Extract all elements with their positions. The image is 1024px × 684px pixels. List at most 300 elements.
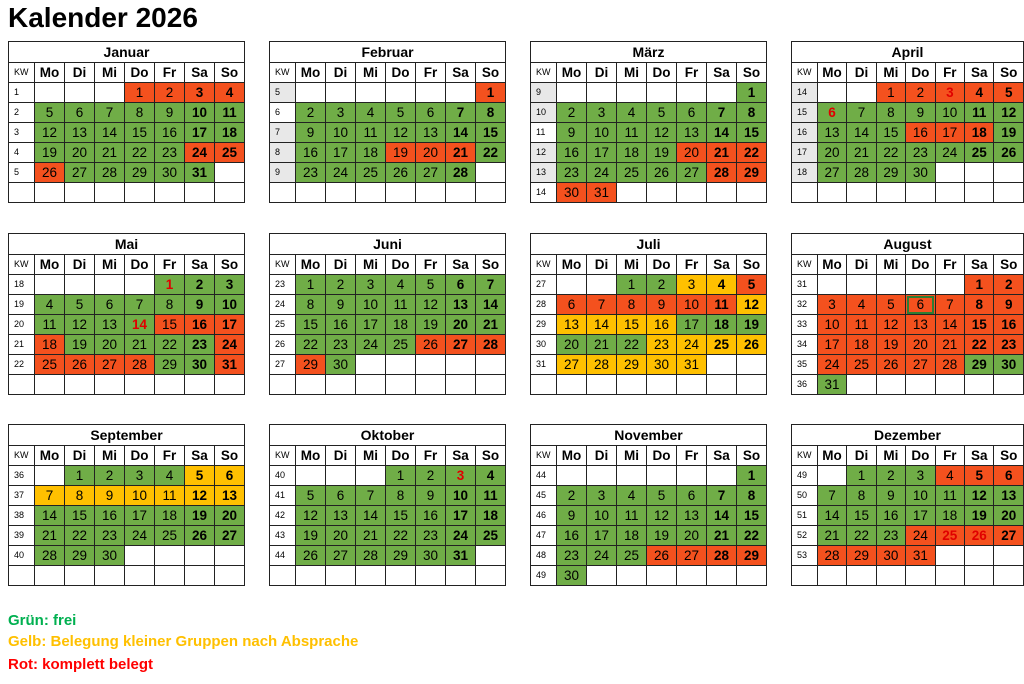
day-cell[interactable]: 2 (557, 103, 587, 123)
day-cell[interactable]: 29 (65, 546, 95, 566)
day-cell[interactable]: 11 (386, 295, 416, 315)
day-cell[interactable]: 28 (847, 163, 876, 183)
day-cell[interactable]: 24 (185, 143, 215, 163)
day-cell[interactable]: 19 (65, 335, 95, 355)
day-cell[interactable]: 14 (125, 315, 155, 335)
day-cell[interactable]: 20 (215, 506, 245, 526)
day-cell[interactable]: 10 (215, 295, 245, 315)
day-cell[interactable]: 25 (35, 355, 65, 375)
day-cell[interactable]: 24 (125, 526, 155, 546)
day-cell[interactable]: 16 (296, 143, 326, 163)
day-cell[interactable]: 15 (965, 315, 994, 335)
day-cell[interactable]: 23 (647, 335, 677, 355)
day-cell[interactable]: 15 (155, 315, 185, 335)
day-cell[interactable]: 7 (125, 295, 155, 315)
day-cell[interactable]: 28 (446, 163, 476, 183)
day-cell[interactable]: 20 (416, 143, 446, 163)
day-cell[interactable]: 20 (677, 526, 707, 546)
day-cell[interactable]: 22 (386, 526, 416, 546)
day-cell[interactable]: 18 (935, 506, 964, 526)
day-cell[interactable]: 28 (125, 355, 155, 375)
day-cell[interactable]: 24 (587, 163, 617, 183)
day-cell[interactable]: 12 (965, 486, 994, 506)
day-cell[interactable]: 9 (95, 486, 125, 506)
day-cell[interactable]: 12 (416, 295, 446, 315)
day-cell[interactable]: 3 (125, 466, 155, 486)
day-cell[interactable]: 5 (416, 275, 446, 295)
day-cell[interactable]: 17 (215, 315, 245, 335)
day-cell[interactable]: 1 (617, 275, 647, 295)
day-cell[interactable]: 21 (356, 526, 386, 546)
day-cell[interactable]: 2 (906, 83, 936, 103)
day-cell[interactable]: 19 (386, 143, 416, 163)
day-cell[interactable]: 27 (416, 163, 446, 183)
day-cell[interactable]: 21 (35, 526, 65, 546)
day-cell[interactable]: 9 (876, 486, 905, 506)
day-cell[interactable]: 23 (416, 526, 446, 546)
day-cell[interactable]: 31 (906, 546, 936, 566)
day-cell[interactable]: 7 (935, 295, 964, 315)
day-cell[interactable]: 30 (647, 355, 677, 375)
day-cell[interactable]: 19 (647, 526, 677, 546)
day-cell[interactable]: 24 (215, 335, 245, 355)
day-cell[interactable]: 28 (356, 546, 386, 566)
day-cell[interactable]: 26 (296, 546, 326, 566)
day-cell[interactable]: 19 (876, 335, 905, 355)
day-cell[interactable]: 29 (296, 355, 326, 375)
day-cell[interactable]: 1 (65, 466, 95, 486)
day-cell[interactable]: 14 (95, 123, 125, 143)
day-cell[interactable]: 3 (677, 275, 707, 295)
day-cell[interactable]: 28 (35, 546, 65, 566)
day-cell[interactable]: 17 (125, 506, 155, 526)
day-cell[interactable]: 20 (817, 143, 847, 163)
day-cell[interactable]: 23 (876, 526, 905, 546)
day-cell[interactable]: 26 (65, 355, 95, 375)
day-cell[interactable]: 26 (386, 163, 416, 183)
day-cell[interactable]: 6 (416, 103, 446, 123)
day-cell[interactable]: 17 (935, 123, 964, 143)
day-cell[interactable]: 31 (677, 355, 707, 375)
day-cell[interactable]: 27 (326, 546, 356, 566)
day-cell[interactable]: 6 (215, 466, 245, 486)
day-cell[interactable]: 20 (677, 143, 707, 163)
day-cell[interactable]: 27 (446, 335, 476, 355)
day-cell[interactable]: 28 (935, 355, 964, 375)
day-cell[interactable]: 5 (994, 83, 1024, 103)
day-cell[interactable]: 1 (155, 275, 185, 295)
day-cell[interactable]: 3 (326, 103, 356, 123)
day-cell[interactable]: 13 (677, 506, 707, 526)
day-cell[interactable]: 2 (155, 83, 185, 103)
day-cell[interactable]: 19 (994, 123, 1024, 143)
day-cell[interactable]: 29 (737, 163, 767, 183)
day-cell[interactable]: 24 (906, 526, 936, 546)
day-cell[interactable]: 1 (737, 466, 767, 486)
day-cell[interactable]: 28 (817, 546, 847, 566)
day-cell[interactable]: 1 (125, 83, 155, 103)
day-cell[interactable]: 15 (125, 123, 155, 143)
day-cell[interactable]: 16 (647, 315, 677, 335)
day-cell[interactable]: 30 (876, 546, 905, 566)
day-cell[interactable]: 4 (965, 83, 994, 103)
day-cell[interactable]: 11 (617, 123, 647, 143)
day-cell[interactable]: 26 (965, 526, 994, 546)
day-cell[interactable]: 1 (965, 275, 994, 295)
day-cell[interactable]: 21 (817, 526, 847, 546)
day-cell[interactable]: 19 (416, 315, 446, 335)
day-cell[interactable]: 18 (617, 526, 647, 546)
day-cell[interactable]: 13 (817, 123, 847, 143)
day-cell[interactable]: 2 (557, 486, 587, 506)
day-cell[interactable]: 3 (935, 83, 964, 103)
day-cell[interactable]: 27 (677, 546, 707, 566)
day-cell[interactable]: 30 (557, 566, 587, 586)
day-cell[interactable]: 29 (155, 355, 185, 375)
day-cell[interactable]: 17 (587, 143, 617, 163)
day-cell[interactable]: 18 (35, 335, 65, 355)
day-cell[interactable]: 1 (476, 83, 506, 103)
day-cell[interactable]: 4 (935, 466, 964, 486)
day-cell[interactable]: 28 (707, 546, 737, 566)
day-cell[interactable]: 10 (935, 103, 964, 123)
day-cell[interactable]: 14 (847, 123, 876, 143)
day-cell[interactable]: 31 (446, 546, 476, 566)
day-cell[interactable]: 26 (647, 163, 677, 183)
day-cell[interactable]: 10 (356, 295, 386, 315)
day-cell[interactable]: 7 (587, 295, 617, 315)
day-cell[interactable]: 17 (446, 506, 476, 526)
day-cell[interactable]: 25 (935, 526, 964, 546)
day-cell[interactable]: 15 (737, 506, 767, 526)
day-cell[interactable]: 22 (965, 335, 994, 355)
day-cell[interactable]: 20 (65, 143, 95, 163)
day-cell[interactable]: 27 (65, 163, 95, 183)
day-cell[interactable]: 31 (817, 375, 847, 395)
day-cell[interactable]: 15 (617, 315, 647, 335)
day-cell[interactable]: 5 (35, 103, 65, 123)
day-cell[interactable]: 28 (707, 163, 737, 183)
day-cell[interactable]: 4 (617, 486, 647, 506)
day-cell[interactable]: 13 (65, 123, 95, 143)
day-cell[interactable]: 30 (155, 163, 185, 183)
day-cell[interactable]: 21 (125, 335, 155, 355)
day-cell[interactable]: 20 (906, 335, 936, 355)
day-cell[interactable]: 10 (677, 295, 707, 315)
day-cell[interactable]: 6 (557, 295, 587, 315)
day-cell[interactable]: 6 (994, 466, 1024, 486)
day-cell[interactable]: 12 (647, 123, 677, 143)
day-cell[interactable]: 16 (326, 315, 356, 335)
day-cell[interactable]: 25 (617, 546, 647, 566)
day-cell[interactable]: 22 (617, 335, 647, 355)
day-cell[interactable]: 13 (215, 486, 245, 506)
day-cell[interactable]: 27 (95, 355, 125, 375)
day-cell[interactable]: 19 (737, 315, 767, 335)
day-cell[interactable]: 14 (476, 295, 506, 315)
day-cell[interactable]: 9 (155, 103, 185, 123)
day-cell[interactable]: 10 (326, 123, 356, 143)
day-cell[interactable]: 26 (35, 163, 65, 183)
day-cell[interactable]: 26 (185, 526, 215, 546)
day-cell[interactable]: 15 (876, 123, 905, 143)
day-cell[interactable]: 14 (935, 315, 964, 335)
day-cell[interactable]: 19 (35, 143, 65, 163)
day-cell[interactable]: 30 (557, 183, 587, 203)
day-cell[interactable]: 21 (847, 143, 876, 163)
day-cell[interactable]: 13 (994, 486, 1024, 506)
day-cell[interactable]: 17 (185, 123, 215, 143)
day-cell[interactable]: 22 (125, 143, 155, 163)
day-cell[interactable]: 2 (994, 275, 1024, 295)
day-cell[interactable]: 4 (155, 466, 185, 486)
day-cell[interactable]: 8 (296, 295, 326, 315)
day-cell[interactable]: 13 (95, 315, 125, 335)
day-cell[interactable]: 5 (647, 486, 677, 506)
day-cell[interactable]: 1 (876, 83, 905, 103)
day-cell[interactable]: 10 (587, 123, 617, 143)
day-cell[interactable]: 22 (737, 526, 767, 546)
day-cell[interactable]: 12 (737, 295, 767, 315)
day-cell[interactable]: 9 (416, 486, 446, 506)
day-cell[interactable]: 12 (185, 486, 215, 506)
day-cell[interactable]: 4 (356, 103, 386, 123)
day-cell[interactable]: 8 (125, 103, 155, 123)
day-cell[interactable]: 17 (326, 143, 356, 163)
day-cell[interactable]: 12 (296, 506, 326, 526)
day-cell[interactable]: 12 (35, 123, 65, 143)
day-cell[interactable]: 25 (356, 163, 386, 183)
day-cell[interactable]: 23 (185, 335, 215, 355)
day-cell[interactable]: 29 (125, 163, 155, 183)
day-cell[interactable]: 7 (847, 103, 876, 123)
day-cell[interactable]: 30 (185, 355, 215, 375)
day-cell[interactable]: 8 (65, 486, 95, 506)
day-cell[interactable]: 6 (446, 275, 476, 295)
day-cell[interactable]: 16 (95, 506, 125, 526)
day-cell[interactable]: 21 (587, 335, 617, 355)
day-cell[interactable]: 2 (416, 466, 446, 486)
day-cell[interactable]: 21 (446, 143, 476, 163)
day-cell[interactable]: 3 (906, 466, 936, 486)
day-cell[interactable]: 9 (647, 295, 677, 315)
day-cell[interactable]: 15 (847, 506, 876, 526)
day-cell[interactable]: 16 (876, 506, 905, 526)
day-cell[interactable]: 7 (707, 486, 737, 506)
day-cell[interactable]: 21 (707, 143, 737, 163)
day-cell[interactable]: 3 (817, 295, 847, 315)
day-cell[interactable]: 31 (185, 163, 215, 183)
day-cell[interactable]: 6 (95, 295, 125, 315)
day-cell[interactable]: 4 (617, 103, 647, 123)
day-cell[interactable]: 5 (65, 295, 95, 315)
day-cell[interactable]: 26 (876, 355, 905, 375)
day-cell[interactable]: 17 (587, 526, 617, 546)
day-cell[interactable]: 30 (95, 546, 125, 566)
day-cell[interactable]: 5 (185, 466, 215, 486)
day-cell[interactable]: 15 (476, 123, 506, 143)
day-cell[interactable]: 15 (65, 506, 95, 526)
day-cell[interactable]: 16 (557, 526, 587, 546)
day-cell[interactable]: 13 (446, 295, 476, 315)
day-cell[interactable]: 27 (994, 526, 1024, 546)
day-cell[interactable]: 31 (215, 355, 245, 375)
day-cell[interactable]: 23 (906, 143, 936, 163)
day-cell[interactable]: 5 (737, 275, 767, 295)
day-cell[interactable]: 9 (906, 103, 936, 123)
day-cell[interactable]: 14 (707, 506, 737, 526)
day-cell[interactable]: 22 (847, 526, 876, 546)
day-cell[interactable]: 8 (155, 295, 185, 315)
day-cell[interactable]: 15 (737, 123, 767, 143)
day-cell[interactable]: 11 (935, 486, 964, 506)
day-cell[interactable]: 11 (356, 123, 386, 143)
day-cell[interactable]: 28 (476, 335, 506, 355)
day-cell[interactable]: 5 (386, 103, 416, 123)
day-cell[interactable]: 3 (215, 275, 245, 295)
day-cell[interactable]: 10 (817, 315, 847, 335)
day-cell[interactable]: 29 (386, 546, 416, 566)
day-cell[interactable]: 26 (647, 546, 677, 566)
day-cell[interactable]: 6 (817, 103, 847, 123)
day-cell[interactable]: 22 (155, 335, 185, 355)
day-cell[interactable]: 18 (617, 143, 647, 163)
day-cell[interactable]: 19 (647, 143, 677, 163)
day-cell[interactable]: 23 (557, 163, 587, 183)
day-cell[interactable]: 5 (876, 295, 905, 315)
day-cell[interactable]: 1 (296, 275, 326, 295)
day-cell[interactable]: 6 (906, 295, 936, 315)
day-cell[interactable]: 16 (906, 123, 936, 143)
day-cell[interactable]: 21 (707, 526, 737, 546)
day-cell[interactable]: 17 (817, 335, 847, 355)
day-cell[interactable]: 20 (95, 335, 125, 355)
day-cell[interactable]: 6 (326, 486, 356, 506)
day-cell[interactable]: 8 (847, 486, 876, 506)
day-cell[interactable]: 10 (446, 486, 476, 506)
day-cell[interactable]: 16 (994, 315, 1024, 335)
day-cell[interactable]: 24 (817, 355, 847, 375)
day-cell[interactable]: 29 (847, 546, 876, 566)
day-cell[interactable]: 27 (677, 163, 707, 183)
day-cell[interactable]: 3 (587, 486, 617, 506)
day-cell[interactable]: 25 (617, 163, 647, 183)
day-cell[interactable]: 18 (965, 123, 994, 143)
day-cell[interactable]: 25 (847, 355, 876, 375)
day-cell[interactable]: 4 (847, 295, 876, 315)
day-cell[interactable]: 23 (296, 163, 326, 183)
day-cell[interactable]: 24 (587, 546, 617, 566)
day-cell[interactable]: 22 (65, 526, 95, 546)
day-cell[interactable]: 28 (95, 163, 125, 183)
day-cell[interactable]: 14 (356, 506, 386, 526)
day-cell[interactable]: 27 (215, 526, 245, 546)
day-cell[interactable]: 7 (95, 103, 125, 123)
day-cell[interactable]: 4 (476, 466, 506, 486)
day-cell[interactable]: 1 (847, 466, 876, 486)
day-cell[interactable]: 5 (647, 103, 677, 123)
day-cell[interactable]: 24 (677, 335, 707, 355)
day-cell[interactable]: 17 (356, 315, 386, 335)
day-cell[interactable]: 27 (906, 355, 936, 375)
day-cell[interactable]: 11 (965, 103, 994, 123)
day-cell[interactable]: 25 (707, 335, 737, 355)
day-cell[interactable]: 6 (677, 103, 707, 123)
day-cell[interactable]: 11 (155, 486, 185, 506)
day-cell[interactable]: 25 (386, 335, 416, 355)
day-cell[interactable]: 3 (185, 83, 215, 103)
day-cell[interactable]: 8 (617, 295, 647, 315)
day-cell[interactable]: 4 (35, 295, 65, 315)
day-cell[interactable]: 8 (386, 486, 416, 506)
day-cell[interactable]: 23 (95, 526, 125, 546)
day-cell[interactable]: 29 (617, 355, 647, 375)
day-cell[interactable]: 18 (847, 335, 876, 355)
day-cell[interactable]: 13 (677, 123, 707, 143)
day-cell[interactable]: 7 (356, 486, 386, 506)
day-cell[interactable]: 11 (617, 506, 647, 526)
day-cell[interactable]: 2 (647, 275, 677, 295)
day-cell[interactable]: 19 (185, 506, 215, 526)
day-cell[interactable]: 4 (215, 83, 245, 103)
day-cell[interactable]: 10 (906, 486, 936, 506)
day-cell[interactable]: 30 (994, 355, 1024, 375)
day-cell[interactable]: 23 (994, 335, 1024, 355)
day-cell[interactable]: 6 (677, 486, 707, 506)
day-cell[interactable]: 14 (446, 123, 476, 143)
day-cell[interactable]: 29 (876, 163, 905, 183)
day-cell[interactable]: 24 (935, 143, 964, 163)
day-cell[interactable]: 4 (707, 275, 737, 295)
day-cell[interactable]: 9 (557, 506, 587, 526)
day-cell[interactable]: 9 (994, 295, 1024, 315)
day-cell[interactable]: 22 (476, 143, 506, 163)
day-cell[interactable]: 2 (95, 466, 125, 486)
day-cell[interactable]: 4 (386, 275, 416, 295)
day-cell[interactable]: 16 (416, 506, 446, 526)
day-cell[interactable]: 3 (587, 103, 617, 123)
day-cell[interactable]: 9 (326, 295, 356, 315)
day-cell[interactable]: 17 (677, 315, 707, 335)
day-cell[interactable]: 11 (847, 315, 876, 335)
day-cell[interactable]: 5 (965, 466, 994, 486)
day-cell[interactable]: 15 (386, 506, 416, 526)
day-cell[interactable]: 10 (587, 506, 617, 526)
day-cell[interactable]: 12 (386, 123, 416, 143)
day-cell[interactable]: 25 (215, 143, 245, 163)
day-cell[interactable]: 2 (296, 103, 326, 123)
day-cell[interactable]: 7 (446, 103, 476, 123)
day-cell[interactable]: 27 (817, 163, 847, 183)
day-cell[interactable]: 2 (185, 275, 215, 295)
day-cell[interactable]: 3 (356, 275, 386, 295)
day-cell[interactable]: 15 (296, 315, 326, 335)
day-cell[interactable]: 7 (476, 275, 506, 295)
day-cell[interactable]: 30 (416, 546, 446, 566)
day-cell[interactable]: 13 (326, 506, 356, 526)
day-cell[interactable]: 30 (906, 163, 936, 183)
day-cell[interactable]: 11 (35, 315, 65, 335)
day-cell[interactable]: 5 (296, 486, 326, 506)
day-cell[interactable]: 22 (296, 335, 326, 355)
day-cell[interactable]: 13 (557, 315, 587, 335)
day-cell[interactable]: 7 (35, 486, 65, 506)
day-cell[interactable]: 20 (557, 335, 587, 355)
day-cell[interactable]: 12 (65, 315, 95, 335)
day-cell[interactable]: 18 (155, 506, 185, 526)
day-cell[interactable]: 1 (737, 83, 767, 103)
day-cell[interactable]: 20 (446, 315, 476, 335)
